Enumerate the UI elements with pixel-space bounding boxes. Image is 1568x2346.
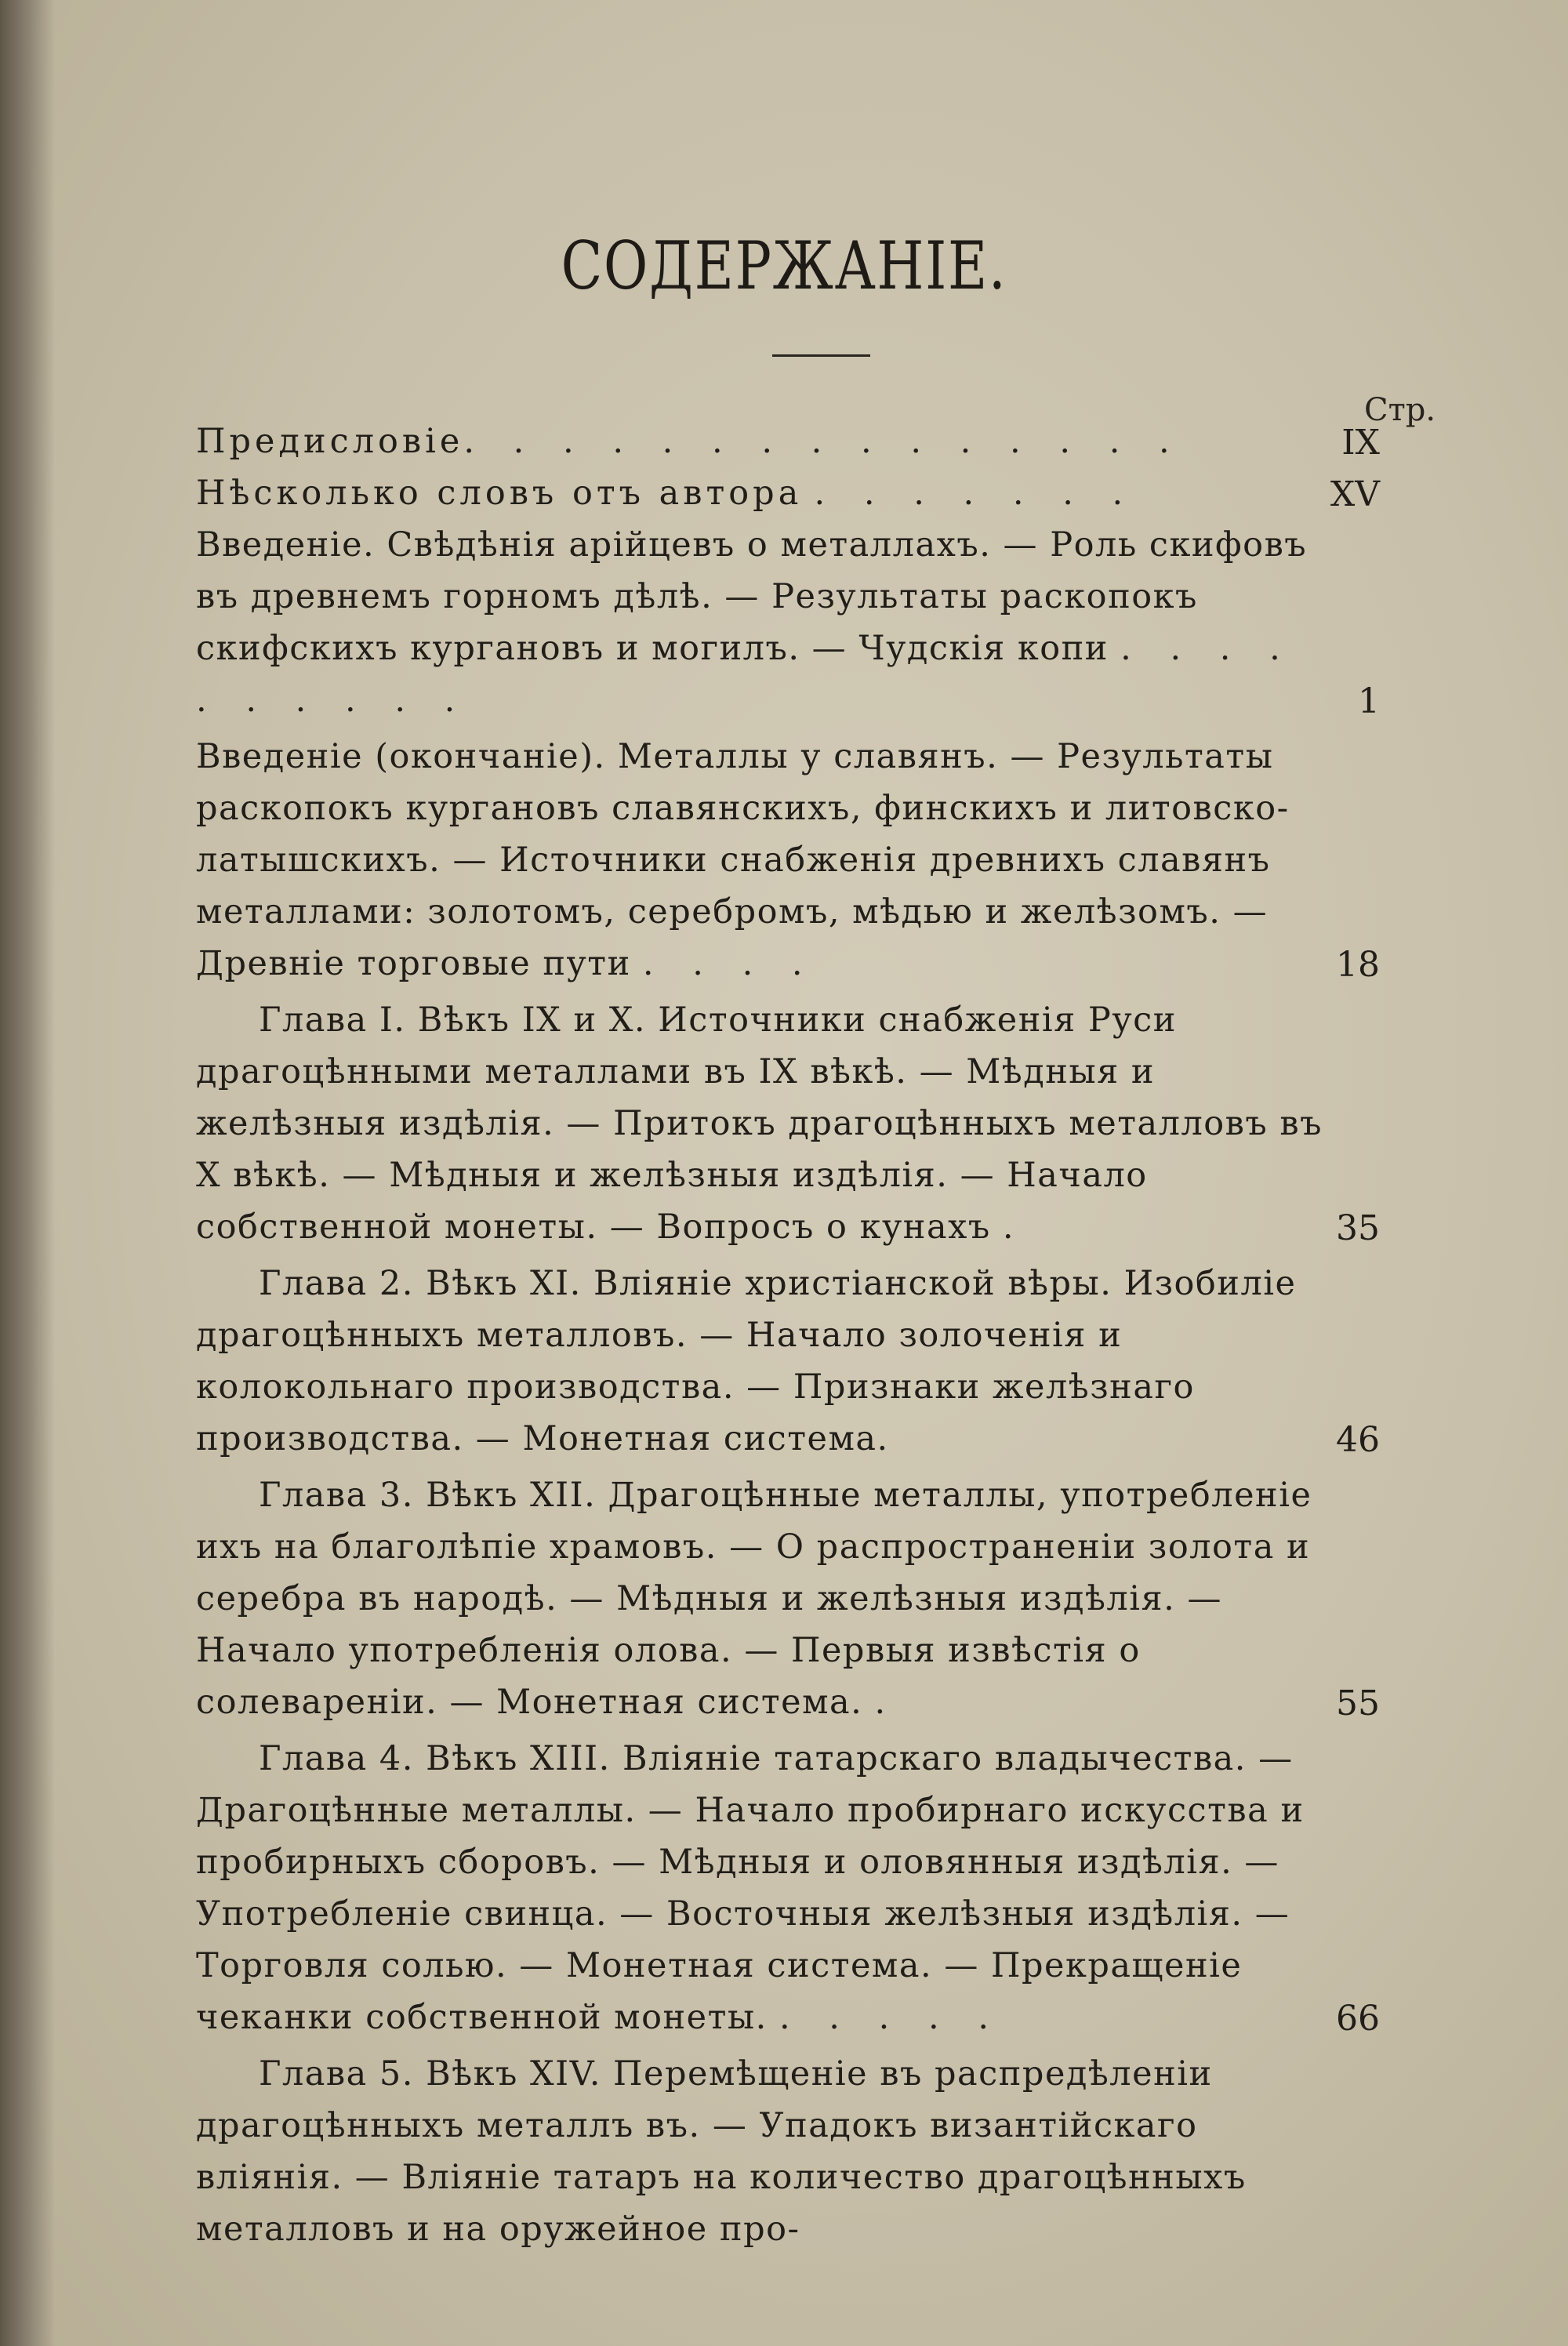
toc-entry-chapter-2 bbox=[196, 1258, 1380, 1465]
toc-entry-text: Глава 5. Вѣкъ XIV. Перемѣщеніе въ распредѣленіи драгоцѣнныхъ металлъ въ. — Упадокъ византійскаго вліянія. — Вліяніе татаръ на количество драгоцѣнныхъ металловъ и на оружейное про- bbox=[196, 2054, 1247, 2249]
toc-entry-text: Введеніе. Свѣдѣнія арійцевъ о металлахъ. — Роль скифовъ въ древнемъ горномъ дѣлѣ. — Результаты раскопокъ скифскихъ кургановъ и могилъ. — Чудскія копи bbox=[196, 525, 1308, 668]
toc-page-number: 66 bbox=[1336, 1999, 1380, 2039]
toc-page-number: 46 bbox=[1336, 1420, 1380, 1460]
toc-leaders: . bbox=[874, 1683, 900, 1722]
toc-leaders: . . . . . . . . . . . . . . . bbox=[463, 422, 1184, 461]
toc-entry-chapter-1 bbox=[196, 994, 1380, 1253]
toc-entry-introduction bbox=[196, 519, 1380, 726]
toc-entry-text: Глава 3. Вѣкъ XII. Драгоцѣнные металлы, употребленіе ихъ на благолѣпіе храмовъ. — О распространеніи золота и серебра въ народѣ. — Мѣдныя и желѣзныя издѣлія. — Начало употребленія олова. — Первыя извѣстія о солевареніи. — Монетная система. bbox=[196, 1476, 1312, 1722]
book-gutter bbox=[0, 0, 55, 2346]
toc-entry-chapter-3 bbox=[196, 1469, 1380, 1728]
toc-leaders: . bbox=[1002, 1208, 1028, 1247]
toc-entry-chapter-5 bbox=[196, 2048, 1372, 2255]
toc-entry-text: Глава 2. Вѣкъ XI. Вліяніе христіанской вѣры. Изобиліе драгоцѣнныхъ металловъ. — Начало золоченія и колокольнаго производства. — Признаки желѣзнаго производства. — Монетная система. bbox=[196, 1264, 1297, 1458]
title-divider bbox=[772, 354, 870, 357]
toc-leaders: . . . . . . . bbox=[814, 474, 1138, 513]
toc-page-number: 1 bbox=[1358, 681, 1380, 721]
toc-entry-chapter-4 bbox=[196, 1733, 1380, 2043]
toc-entry-preface bbox=[196, 416, 1380, 467]
toc-leaders: . . . . . bbox=[779, 1998, 1003, 2037]
toc-entry-text: Нѣсколько словъ отъ автора bbox=[196, 474, 803, 513]
toc-leaders: . . . . bbox=[642, 944, 817, 983]
page-title: СОДЕРЖАНІЕ. bbox=[561, 227, 1007, 304]
page-column-label: Стр. bbox=[1364, 392, 1436, 428]
toc-entry-text: Глава 4. Вѣкъ XIII. Вліяніе татарскаго владычества. — Драгоцѣнные металлы. — Начало пробирнаго искусства и пробирныхъ сборовъ. — Мѣдныя и оловянныя издѣлія. — Употребленіе свинца. — Восточныя желѣзныя издѣлія. — Торговля солью. — Монетная система. — Прекращеніе чеканки собственной монеты. bbox=[196, 1739, 1305, 2037]
toc-entry-text: Глава I. Вѣкъ IX и X. Источники снабженія Руси драгоцѣнными металлами въ IX вѣкѣ. — Мѣдныя и желѣзныя издѣлія. — Притокъ драгоцѣнныхъ металловъ въ X вѣкѣ. — Мѣдныя и желѣзныя издѣлія. — Начало собственной монеты. — Вопросъ о кунахъ bbox=[196, 1000, 1323, 1247]
toc-entry-text: Предисловіе bbox=[196, 422, 464, 461]
toc-leaders: . . . . . . . . . . bbox=[196, 629, 1294, 720]
toc-entry-author-note bbox=[196, 467, 1380, 519]
table-of-contents bbox=[196, 408, 1380, 2255]
toc-entry-text: Введеніе (окончаніе). Металлы у славянъ. — Результаты раскопокъ кургановъ славянскихъ, финскихъ и литовско-латышскихъ. — Источники снабженія древнихъ славянъ металлами: золотомъ, серебромъ, мѣдью и желѣзомъ. — Древніе торговые пути bbox=[196, 737, 1290, 983]
toc-entry-introduction-end bbox=[196, 731, 1380, 990]
toc-page-number: 18 bbox=[1336, 945, 1380, 985]
toc-page-number: 55 bbox=[1336, 1683, 1380, 1723]
toc-page-number: IX bbox=[1341, 423, 1380, 463]
toc-page-number: 35 bbox=[1336, 1208, 1380, 1248]
toc-page-number: XV bbox=[1330, 474, 1380, 514]
